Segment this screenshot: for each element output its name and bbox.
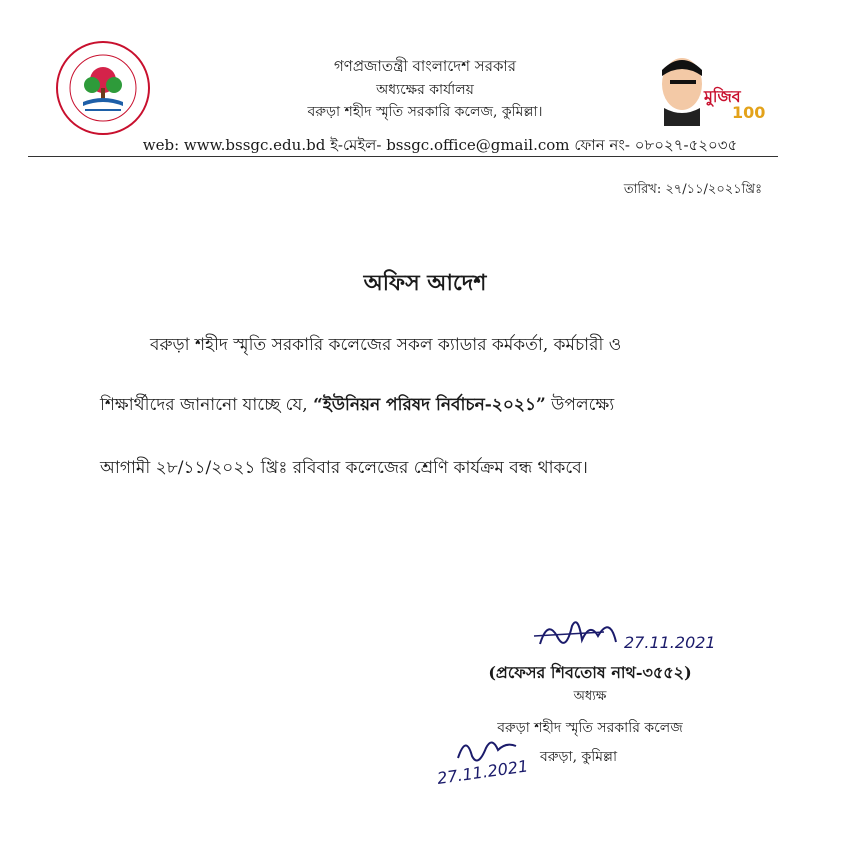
- second-signature: [432, 728, 552, 790]
- body-line-3: আগামী ২৮/১১/২০২১ খ্রিঃ রবিবার কলেজের শ্রেণি কার্যক্রম বন্ধ থাকবে।: [100, 458, 588, 478]
- svg-text:100: 100: [732, 103, 766, 122]
- election-name: “ইউনিয়ন পরিষদ নির্বাচন-২০২১”: [313, 395, 546, 415]
- mujib-borsho-logo: [648, 48, 766, 126]
- signatory-designation: অধ্যক্ষ: [573, 689, 607, 704]
- principal-signature: [520, 612, 720, 657]
- signatory-name: (প্রফেসর শিবতোষ নাথ-৩৫৫২): [488, 663, 692, 682]
- web-label: web:: [142, 136, 180, 154]
- svg-text:মুজিব: মুজিব: [704, 87, 741, 106]
- body-line-1: বরুড়া শহীদ স্মৃতি সরকারি কলেজের সকল ক্যাডার কর্মকর্তা, কর্মচারী ও: [150, 335, 622, 355]
- phone-label: ফোন নং-: [574, 136, 630, 154]
- body-line-2: [100, 392, 614, 420]
- header-divider: [28, 156, 778, 157]
- signatory-college: বরুড়া শহীদ স্মৃতি সরকারি কলেজ: [497, 720, 683, 736]
- document-title: অফিস আদেশ: [363, 270, 487, 296]
- signatory-place: বরুড়া, কুমিল্লা: [540, 749, 618, 765]
- college-emblem-logo: [55, 40, 151, 136]
- phone-number: ০৮০২৭-৫২০৩৫: [634, 136, 738, 154]
- college-name: বরুড়া শহীদ স্মৃতি সরকারি কলেজ, কুমিল্লা।: [307, 104, 543, 120]
- government-name: গণপ্রজাতন্ত্রী বাংলাদেশ সরকার: [333, 57, 517, 75]
- body-line-2-suffix: উপলক্ষ্যে: [545, 395, 615, 415]
- office-name: অধ্যক্ষের কার্যালয়: [376, 82, 474, 98]
- body-line-2-prefix: শিক্ষার্থীদের জানানো যাচ্ছে যে,: [100, 395, 314, 415]
- email-label: ই-মেইল-: [330, 136, 382, 154]
- signature-date: 27.11.2021: [624, 633, 716, 652]
- second-signature-date: 27.11.2021: [435, 756, 530, 788]
- email-link[interactable]: bssgc.office@gmail.com: [386, 136, 570, 154]
- document-date: তারিখ: ২৭/১১/২০২১খ্রিঃ: [623, 182, 762, 197]
- website-link[interactable]: www.bssgc.edu.bd: [183, 136, 326, 154]
